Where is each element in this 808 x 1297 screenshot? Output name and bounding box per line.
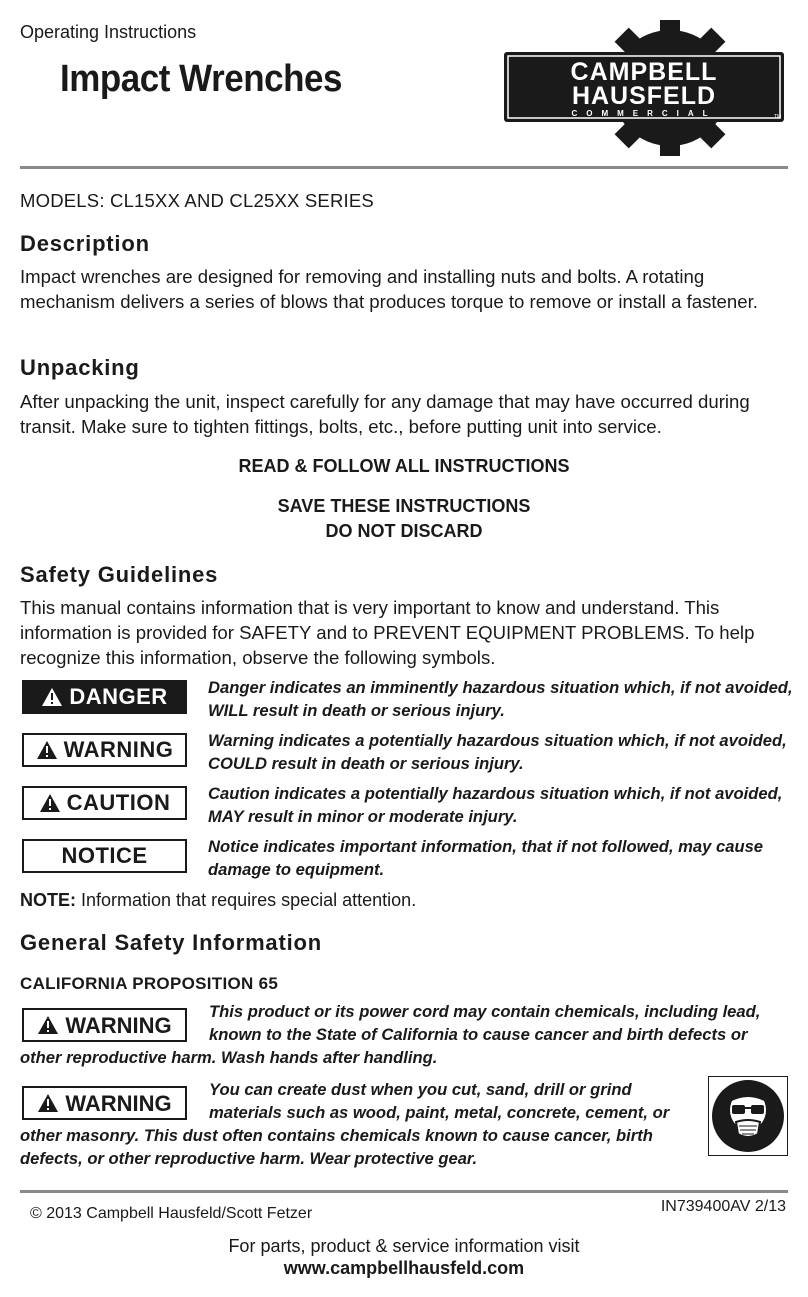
description-text: Impact wrenches are designed for removing and installing nuts and bolts. A rotating mechanism delivers a series of blows that produces torque to remove or install a fastener. (20, 266, 758, 312)
notice-description: Notice indicates important information, that if not followed, may cause damage to equipment. (208, 837, 764, 879)
warning-label: WARNING (63, 737, 174, 762)
safety-guidelines-intro: This manual contains information that is very important to know and understand. This information is provided for SAFETY and to PREVENT EQUIPMENT PROBLEMS. To help recognize this information, observe the following symbols. (20, 597, 755, 668)
unpacking-heading: Unpacking (20, 355, 140, 380)
warning-triangle-icon (41, 687, 63, 707)
website-link[interactable]: www.campbellhausfeld.com (283, 1258, 525, 1278)
campbell-hausfeld-logo (500, 18, 790, 158)
description-heading: Description (20, 231, 150, 256)
warning-triangle-icon (37, 1093, 59, 1113)
prop65-warning-badge (22, 1008, 187, 1042)
prop65-warning-text: This product or its power cord may contain chemicals, including lead, known to the State of California to cause cancer and birth defects or other reproductive harm. Wash hands after handling. (20, 1002, 761, 1067)
read-follow-notice: READ & FOLLOW ALL INSTRUCTIONS (238, 456, 570, 476)
safety-guidelines-heading: Safety Guidelines (20, 562, 219, 587)
dust-warning-label: WARNING (65, 1090, 172, 1116)
dust-warning-block (20, 1078, 700, 1170)
logo-line-3: COMMERCIAL (571, 109, 717, 118)
dust-warning-badge (22, 1086, 187, 1120)
logo-line-1: CAMPBELL (570, 58, 718, 86)
do-not-discard-notice: DO NOT DISCARD (325, 521, 483, 541)
logo-line-2: HAUSFELD (571, 82, 717, 110)
note-text: Information that requires special attention. (76, 890, 417, 910)
logo-trademark: TM (774, 114, 782, 120)
danger-label: DANGER (69, 684, 168, 709)
document-type-label: Operating Instructions (20, 22, 197, 42)
warning-triangle-icon (37, 1015, 59, 1035)
note-label: NOTE: (20, 890, 76, 910)
notice-badge (22, 839, 187, 873)
document-number: IN739400AV 2/13 (660, 1198, 786, 1215)
caution-description: Caution indicates a potentially hazardous situation which, if not avoided, MAY result in minor or moderate injury. (208, 784, 783, 826)
caution-badge (22, 786, 187, 820)
prop65-warning-label: WARNING (65, 1012, 172, 1038)
warning-triangle-icon (39, 793, 61, 813)
footer-divider (20, 1190, 788, 1193)
caution-label: CAUTION (66, 790, 171, 815)
notice-label: NOTICE (61, 843, 148, 868)
note-line (20, 890, 416, 911)
header-divider (20, 166, 788, 169)
dust-warning-text: You can create dust when you cut, sand, drill or grind materials such as wood, paint, metal, concrete, cement, or other masonry. This dust often contains chemicals known to cause cancer, birth defects, or other reproductive harm. Wear protective gear. (20, 1080, 670, 1168)
warning-description: Warning indicates a potentially hazardous situation which, if not avoided, COULD result in death or serious injury. (208, 731, 787, 773)
warning-badge (22, 733, 187, 767)
models-line: MODELS: CL15XX AND CL25XX SERIES (20, 190, 374, 211)
prop65-warning-block (20, 1000, 790, 1069)
prop65-subheading: CALIFORNIA PROPOSITION 65 (20, 974, 279, 993)
copyright: © 2013 Campbell Hausfeld/Scott Fetzer (30, 1205, 313, 1222)
parts-info: For parts, product & service information visit (228, 1236, 580, 1256)
respirator-mask-icon (708, 1076, 788, 1156)
page-title: Impact Wrenches (60, 58, 342, 100)
danger-description: Danger indicates an imminently hazardous situation which, if not avoided, WILL result in death or serious injury. (208, 678, 793, 720)
danger-badge (22, 680, 187, 714)
general-safety-heading: General Safety Information (20, 930, 322, 955)
unpacking-text: After unpacking the unit, inspect carefully for any damage that may have occurred during transit. Make sure to tighten fittings, bolts, etc., before putting unit into service. (20, 391, 750, 437)
save-instructions-notice: SAVE THESE INSTRUCTIONS (277, 496, 531, 516)
warning-triangle-icon (36, 740, 58, 760)
